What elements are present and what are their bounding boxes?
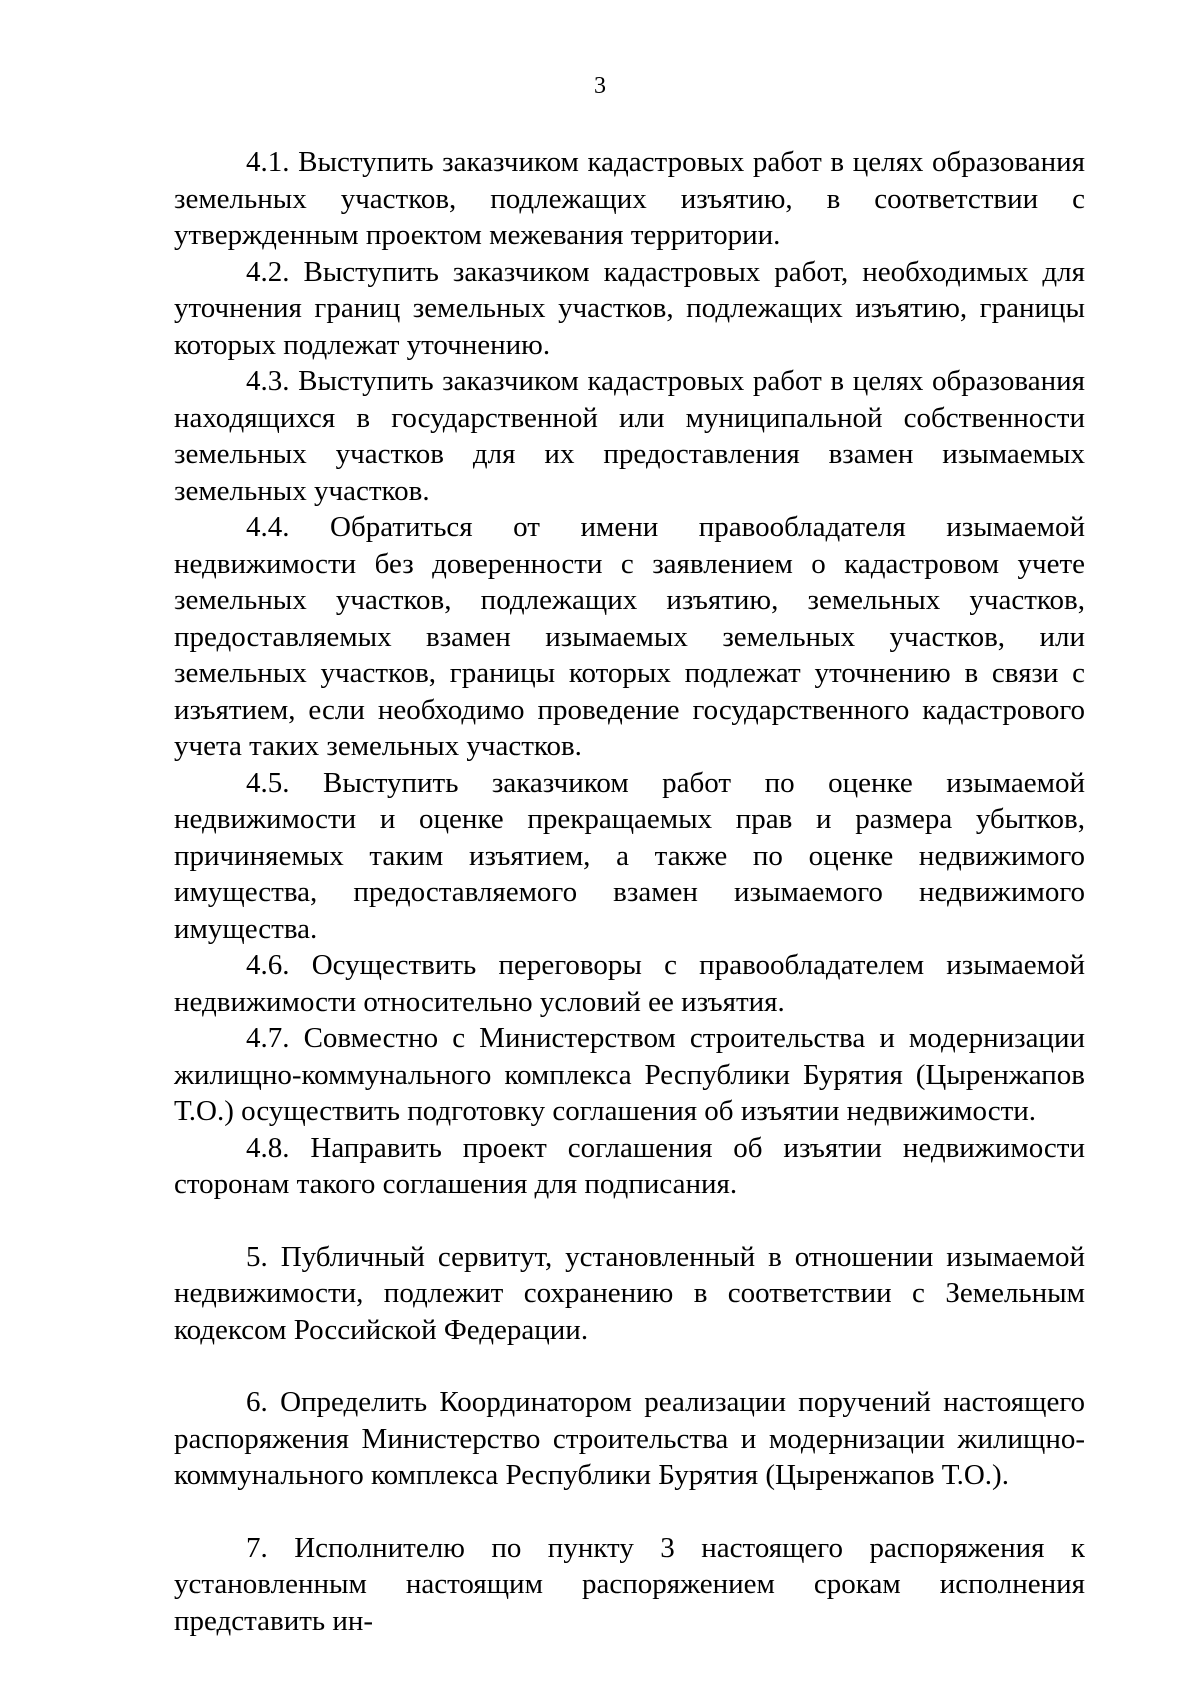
paragraph-4-1: 4.1. Выступить заказчиком кадастровых работ в целях образования земельных участков, подлежащих изъятию, в соответствии с утвержденным проектом межевания территории. bbox=[174, 146, 1085, 251]
paragraph-4-8: 4.8. Направить проект соглашения об изъятии недвижимости сторонам такого соглашения для подписания. bbox=[174, 1131, 1085, 1200]
paragraph-6: 6. Определить Координатором реализации поручений настоящего распоряжения Министерство строительства и модернизации жилищно-коммунального комплекса Республики Бурятия (Цыренжапов Т.О.). bbox=[174, 1386, 1085, 1491]
paragraph-4-4: 4.4. Обратиться от имени правообладателя изымаемой недвижимости без доверенности с заявлением о кадастровом учете земельных участков, подлежащих изъятию, земельных участков, предоставляемых взамен изымаемых земельных участков, или земельных участков, границы которых подлежат уточнению в связи с изъятием, если необходимо проведение государственного кадастрового учета таких земельных участков. bbox=[174, 511, 1085, 762]
paragraph-4-2: 4.2. Выступить заказчиком кадастровых работ, необходимых для уточнения границ земельных участков, подлежащих изъятию, границы которых подлежат уточнению. bbox=[174, 255, 1085, 361]
paragraph-7: 7. Исполнителю по пункту 3 настоящего распоряжения к установленным настоящим распоряжением срокам исполнения представить ин- bbox=[174, 1531, 1085, 1637]
paragraph-4-5: 4.5. Выступить заказчиком работ по оценке изымаемой недвижимости и оценке прекращаемых прав и размера убытков, причиняемых таким изъятием, а также по оценке недвижимого имущества, предоставляемого взамен изымаемого недвижимого имущества. bbox=[174, 766, 1085, 945]
paragraph-4-6: 4.6. Осуществить переговоры с правообладателем изымаемой недвижимости относительно условий ее изъятия. bbox=[174, 949, 1085, 1018]
paragraph-4-7: 4.7. Совместно с Министерством строительства и модернизации жилищно-коммунального комплекса Республики Бурятия (Цыренжапов Т.О.) осуществить подготовку соглашения об изъятии недвижимости. bbox=[174, 1022, 1085, 1127]
document-body bbox=[174, 144, 1085, 1639]
page-number: 3 bbox=[594, 73, 606, 99]
paragraph-4-3: 4.3. Выступить заказчиком кадастровых работ в целях образования находящихся в государственной или муниципальной собственности земельных участков для их предоставления взамен изымаемых земельных участков. bbox=[174, 365, 1085, 507]
paragraph-5: 5. Публичный сервитут, установленный в отношении изымаемой недвижимости, подлежит сохранению в соответствии с Земельным кодексом Российской Федерации. bbox=[174, 1240, 1085, 1346]
